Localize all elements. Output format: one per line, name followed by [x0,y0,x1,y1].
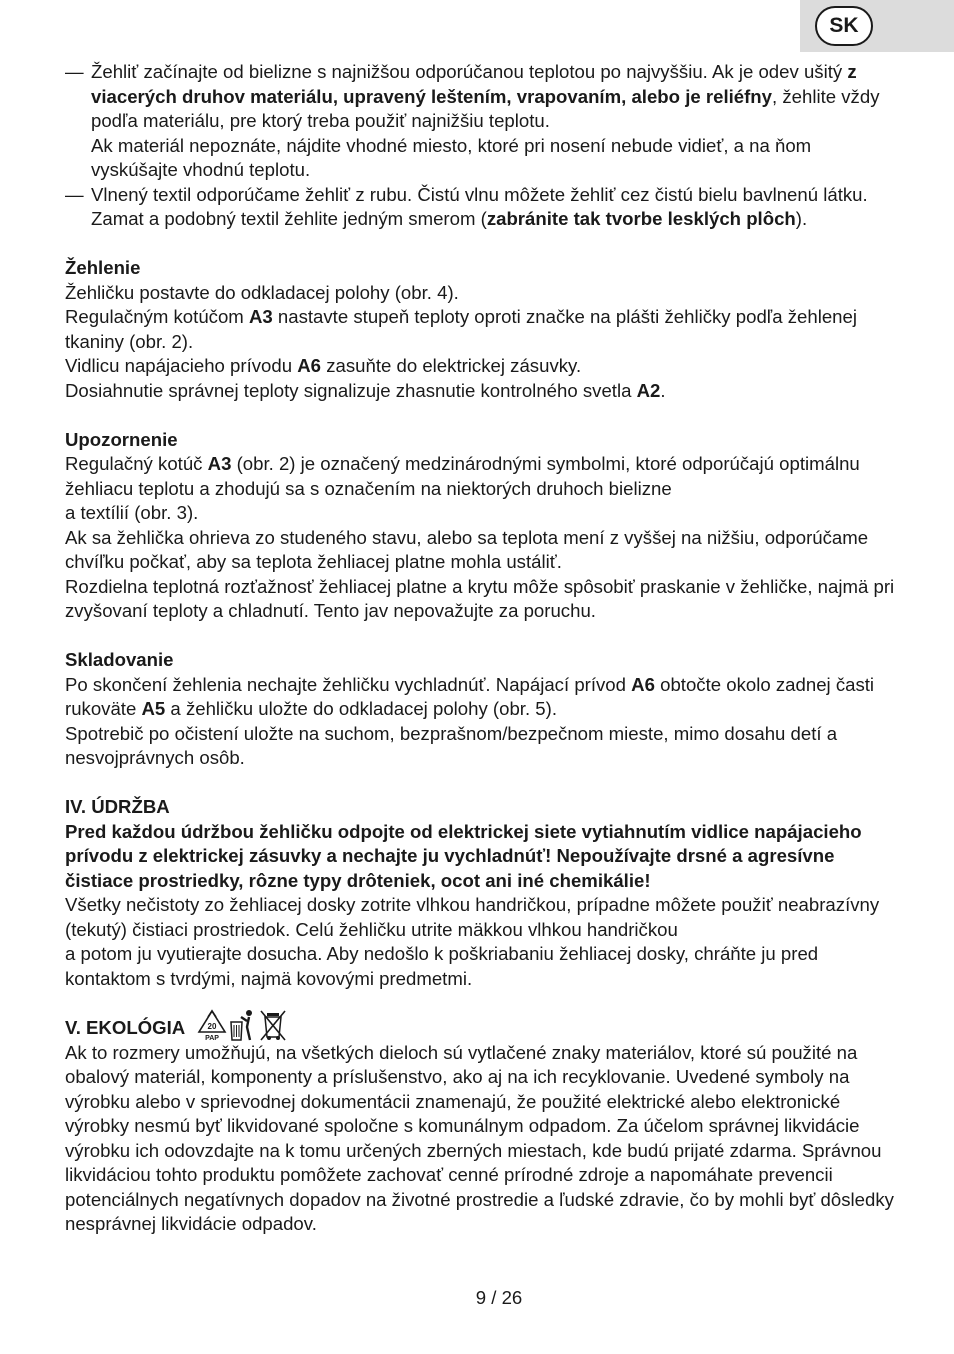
svg-text:PAP: PAP [205,1034,220,1041]
crossed-bin-icon [259,1009,287,1041]
paragraph: Spotrebič po očistení uložte na suchom, bezprašnom/bezpečnom mieste, mimo dosahu detí a nesvojprávnych osôb. [65,722,838,768]
paragraph: Žehličku postavte do odkladacej polohy (obr. 4). [65,281,459,303]
page-number: 9 / 26 [475,1287,523,1308]
ecology-icons [197,1007,287,1041]
section-title-maintenance: IV. ÚDRŽBA [65,796,170,817]
recycle-pap-icon [197,1009,227,1041]
tidyman-icon [229,1009,257,1041]
paragraph: Vidlicu napájacieho prívodu A6 zasuňte do elektrickej zásuvky. [65,355,582,376]
paragraph: Všetky nečistoty zo žehliacej dosky zotrite vlhkou handričkou, prípadne môžete použiť neabrazívny (tekutý) čistiaci prostriedok. Celú žehličku utrite mäkkou vlhkou handričkou a potom ju vyutierajte dosucha. Aby nedošlo k poškriabaniu žehliacej dosky, chráňte ju pred kontaktom s tvrdými, najmä kovovými predmetmi. [65,894,880,989]
intro-item-2: — Vlnený textil odporúčame žehliť z rubu. Čistú vlnu môžete žehliť cez čistú bielu bavlnenú látku. Zamat a podobný textil žehlite jedným smerom (zabránite tak tvorbe lesklých plôch). [65,183,868,229]
section-title-ecology: V. EKOLÓGIA [65,1017,186,1038]
language-badge: SK [815,6,873,46]
dash-marker: — [65,183,84,205]
svg-text:20: 20 [207,1021,217,1031]
paragraph: Po skončení žehlenia nechajte žehličku vychladnúť. Napájací prívod A6 obtočte okolo zadnej časti rukoväte A5 a žehličku uložte do odkladacej polohy (obr. 5). [65,673,875,719]
paragraph: Ak sa žehlička ohrieva zo studeného stavu, alebo sa teplota mení z vyššej na nižšiu, odporúčame chvíľku počkať, aby sa teplota žehliacej platne mohla ustáliť. [65,526,869,572]
intro-item-1: — Žehliť začínajte od bielizne s najnižšou odporúčanou teplotou po najvyššiu. Ak je odev ušitý z viacerých druhov materiálu, upravený leštením, vrapovaním, alebo je reliéfny, žehlite vždy podľa materiálu, pre ktorý treba použiť najnižšiu teplotu. Ak materiál nepoznáte, nájdite vhodné miesto, ktoré pri nosení nebude vidieť, a na ňom vyskúšajte vhodnú teplotu. [65,61,880,180]
paragraph: Dosiahnutie správnej teploty signalizuje zhasnutie kontrolného svetla A2. [65,379,666,401]
paragraph: Ak to rozmery umožňujú, na všetkých dieloch sú vytlačené znaky materiálov, ktoré sú použité na obalový materiál, komponenty a príslušenstvo, ako aj na ich recyklovanie. Uvedené symboly na výrobku alebo v sprievodnej dokumentácii znamenajú, že použité elektrické alebo elektronické výrobky nesmú byť likvidované spoločne s komunálnym odpadom. Za účelom správnej likvidácie výrobku ich odovzdajte na k tomu určených zberných miestach, kde budú prijaté zdarma. Správnou likvidáciou tohto produktu pomôžete zachovať cenné prírodné zdroje a napomáhate prevencii potenciálnych negatívnych dopadov na životné prostredie a ľudské zdravie, čo by mohli byť dôsledky nesprávnej likvidácie odpadov. [65,1041,894,1234]
section-title-ironing: Žehlenie [65,257,141,278]
section-title-warning: Upozornenie [65,428,178,450]
maintenance-warning: Pred každou údržbou žehličku odpojte od elektrickej siete vytiahnutím vidlice napájacieho prívodu z elektrickej zásuvky a nechajte ju vychladnúť! Nepoužívajte drsné a agresívne čistiace prostriedky, rôzne typy drôteniek, ocot ani iné chemikálie! [65,820,862,891]
dash-marker: — [65,61,84,82]
section-title-storage: Skladovanie [65,649,174,670]
paragraph: Regulačný kotúč A3 (obr. 2) je označený medzinárodnými symbolmi, ktoré odporúčajú optimálnu žehliacu teplotu a zhodujú sa s označením na niektorých druhoch bielizne a textílií (obr. 3). [65,453,860,523]
page-content [65,60,895,1237]
ecology-heading-row [65,1007,895,1041]
paragraph: Rozdielna teplotná rozťažnosť žehliacej platne a krytu môže spôsobiť praskanie v žehličke, najmä pri zvyšovaní teploty a chladnutí. Tento jav nepovažujte za poruchu. [65,575,895,621]
paragraph: Regulačným kotúčom A3 nastavte stupeň teploty oproti značke na plášti žehličky podľa žehlenej tkaniny (obr. 2). [65,306,857,352]
